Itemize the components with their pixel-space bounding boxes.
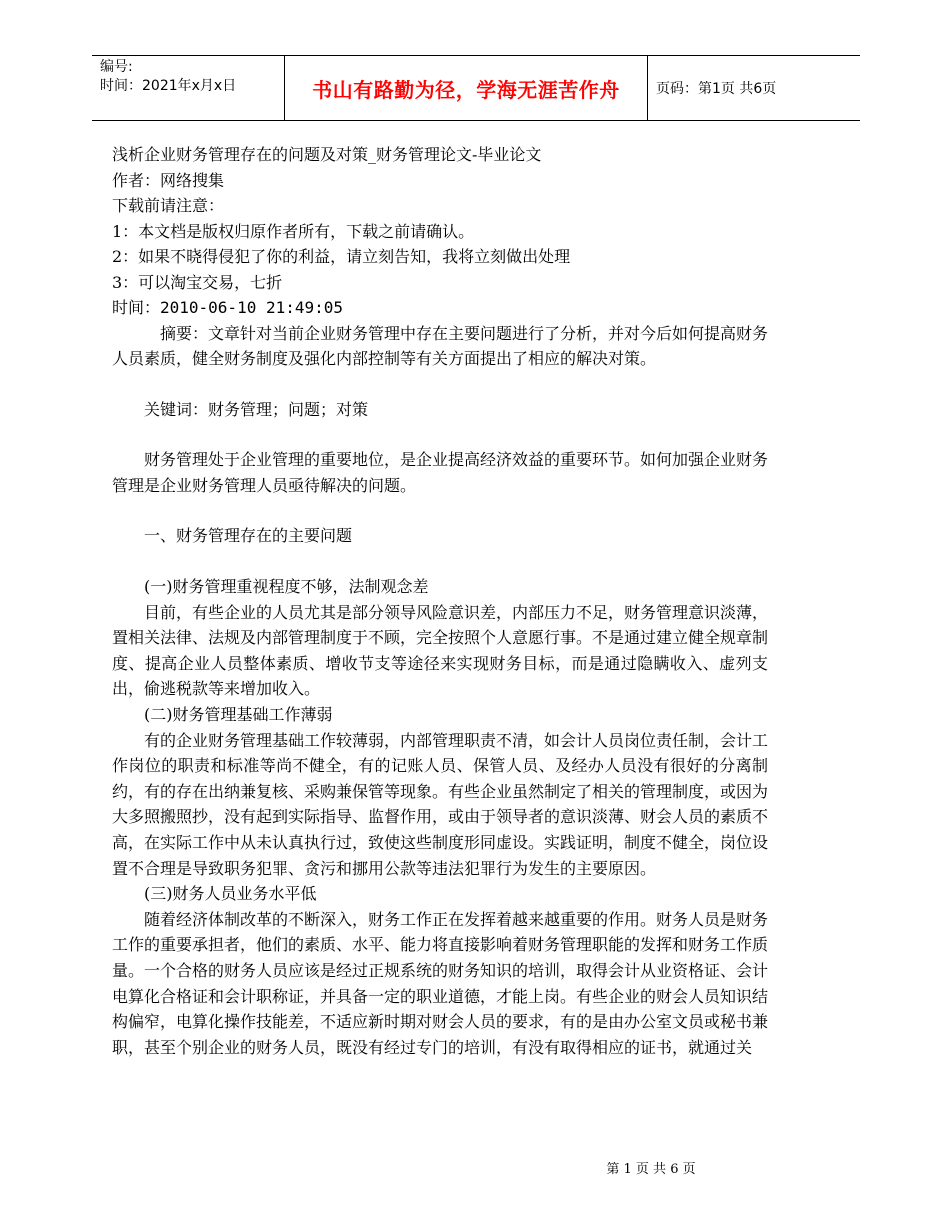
page-footer: 第 1 页 共 6 页: [606, 1162, 696, 1177]
document-meta: [112, 142, 768, 321]
header-page-info: 页码：第1页 共6页: [656, 81, 777, 97]
document-title: 浅析企业财务管理存在的问题及对策_财务管理论文-毕业论文: [112, 145, 542, 164]
document-timestamp: 时间：2010-06-10 21:49:05: [112, 298, 344, 317]
header-number-label: 编号:: [100, 59, 133, 75]
body-paragraph: 目前，有些企业的人员尤其是部分领导风险意识差，内部压力不足，财务管理意识淡薄，置相关法律、法规及内部管理制度于不顾，完全按照个人意愿行事。不是通过建立健全规章制度、提高企业人员整体素质、增收节支等途径来实现财务目标，而是通过隐瞒收入、虚列支出，偷逃税款等来增加收入。: [112, 602, 769, 699]
notice-item: 3：可以淘宝交易，七折: [112, 272, 283, 292]
keywords-line: 关键词：财务管理；问题；对策: [144, 399, 369, 419]
notice-item: 1：本文档是版权归原作者所有，下载之前请确认。: [112, 221, 475, 241]
header-motto: 书山有路勤为径，学海无涯苦作舟: [285, 56, 648, 120]
abstract-paragraph: 摘要：文章针对当前企业财务管理中存在主要问题进行了分析，并对今后如何提高财务人员素质，健全财务制度及强化内部控制等有关方面提出了相应的解决对策。: [112, 323, 769, 369]
subsection-heading: (二)财务管理基础工作薄弱: [144, 705, 333, 725]
notice-item: 2：如果不晓得侵犯了你的利益，请立刻告知，我将立刻做出处理: [112, 247, 571, 266]
body-paragraph: 随着经济体制改革的不断深入，财务工作正在发挥着越来越重要的作用。财务人员是财务工作的重要承担者，他们的素质、水平、能力将直接影响着财务管理职能的发挥和财务工作质量。一个合格的财务人员应该是经过正规系统的财务知识的培训，取得会计从业资格证、会计电算化合格证和会计职称证，并具备一定的职业道德，才能上岗。有些企业的财会人员知识结构偏窄，电算化操作技能差，不适应新时期对财会人员的要求，有的是由办公室文员或秘书兼职，甚至个别企业的财务人员，既没有经过专门的培训，有没有取得相应的证书，就通过关: [112, 909, 769, 1057]
document-body: [112, 142, 768, 1060]
intro-paragraph: 财务管理处于企业管理的重要地位，是企业提高经济效益的重要环节。如何加强企业财务管理是企业财务管理人员亟待解决的问题。: [112, 450, 769, 495]
subsection-heading: (三)财务人员业务水平低: [144, 884, 317, 904]
header-time-label: 时间：2021年x月x日: [100, 78, 237, 94]
section-heading: 一、财务管理存在的主要问题: [144, 526, 353, 546]
page-header: [92, 55, 860, 121]
notice-heading: 下载前请注意：: [112, 196, 225, 215]
document-author: 作者：网络搜集: [112, 170, 225, 190]
body-paragraph: 有的企业财务管理基础工作较薄弱，内部管理职责不清，如会计人员岗位责任制，会计工作岗位的职责和标准等尚不健全，有的记账人员、保管人员、及经办人员没有很好的分离制约，有的存在出纳兼复核、采购兼保管等现象。有些企业虽然制定了相关的管理制度，或因为大多照搬照抄，没有起到实际指导、监督作用，或由于领导者的意识淡薄、财会人员的素质不高，在实际工作中从未认真执行过，致使这些制度形同虚设。实践证明，制度不健全，岗位设置不合理是导致职务犯罪、贪污和挪用公款等违法犯罪行为发生的主要原因。: [112, 730, 769, 878]
subsection-heading: (一)财务管理重视程度不够，法制观念差: [144, 577, 429, 597]
header-meta-cell: [92, 56, 285, 120]
